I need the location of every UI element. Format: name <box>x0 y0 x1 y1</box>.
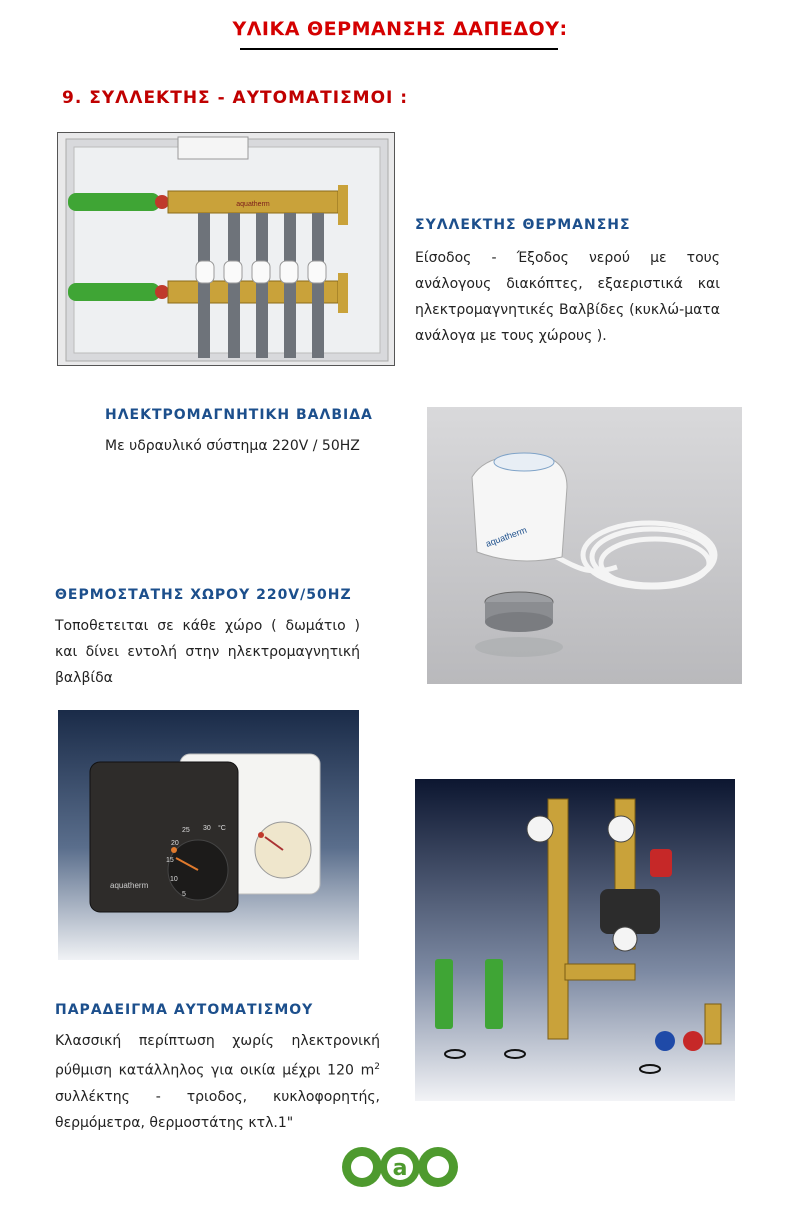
dial-mark: 15 <box>166 857 174 864</box>
automation-text-sup: 2 <box>374 1062 380 1072</box>
dial-mark: 10 <box>170 876 178 883</box>
dial-mark: 5 <box>182 891 186 898</box>
company-logo <box>340 1145 460 1189</box>
dial-mark: °C <box>218 825 226 832</box>
manifold-photo <box>57 132 395 366</box>
thermostat-text: Τοποθετειται σε κάθε χώρο ( δωμάτιο ) και δίνει εντολή στην ηλεκτρομαγνητική βαλβίδα <box>55 618 360 686</box>
dial-mark: 30 <box>203 825 211 832</box>
manifold-brand: aquatherm <box>236 201 270 208</box>
manifold-text: Είσοδος - Έξοδος νερού με τους ανάλογους διακόπτες, εξαεριστικά και ηλεκτρομαγνητικές Βαλβίδες (κυκλώ-ματα ανάλογα με τους χώρους ). <box>415 250 720 344</box>
valve-photo <box>427 407 742 684</box>
logo-letter: a <box>392 1156 408 1181</box>
page-title: ΥΛΙΚΑ ΘΕΡΜΑΝΣΗΣ ΔΑΠΕΔΟΥ: <box>232 18 568 40</box>
automation-heading: ΠΑΡΑΔΕΙΓΜΑ ΑΥΤΟΜΑΤΙΣΜΟΥ <box>55 1002 314 1018</box>
automation-text-part1: Κλασσική περίπτωση χωρίς ηλεκτρονική ρύθμιση κατάλληλος για οικία μέχρι 120 m <box>55 1033 380 1079</box>
automation-text-part2: συλλέκτης - τριοδος, κυκλοφορητής, θερμόμετρα, θερμοστάτης κτλ.1" <box>55 1088 380 1131</box>
valve-heading: ΗΛΕΚΤΡΟΜΑΓΝΗΤΙΚΗ ΒΑΛΒΙΔΑ <box>105 407 373 423</box>
section-heading: 9. ΣΥΛΛΕΚΤΗΣ - ΑΥΤΟΜΑΤΙΣΜΟΙ : <box>62 88 409 108</box>
automation-photo <box>415 779 735 1101</box>
automation-text <box>55 1028 380 1136</box>
dial-mark: 20 <box>171 840 179 847</box>
valve-text: Με υδραυλικό σύστημα 220V / 50HZ <box>105 438 360 454</box>
thermostat-brand: aquatherm <box>110 881 149 890</box>
title-underline <box>240 48 558 50</box>
thermostat-photo <box>58 710 359 960</box>
thermostat-heading: ΘΕΡΜΟΣΤΑΤΗΣ ΧΩΡΟΥ 220V/50HZ <box>55 587 352 603</box>
dial-mark: 25 <box>182 827 190 834</box>
manifold-heading: ΣΥΛΛΕΚΤΗΣ ΘΕΡΜΑΝΣΗΣ <box>415 217 631 233</box>
valve-brand: aquatherm <box>484 524 529 549</box>
